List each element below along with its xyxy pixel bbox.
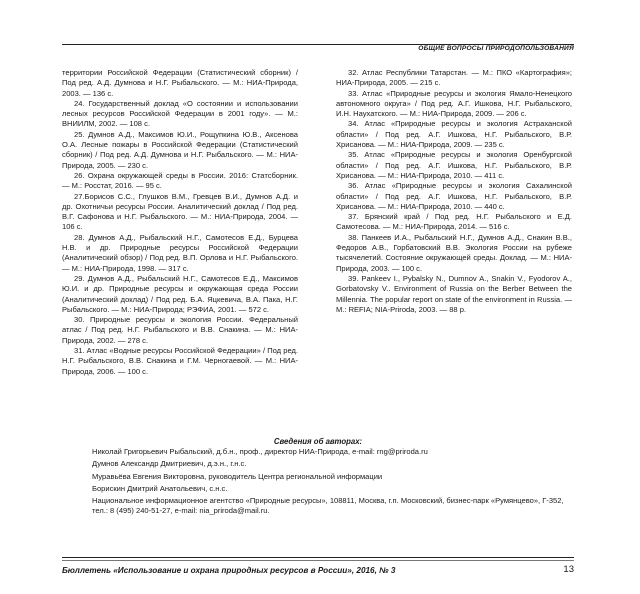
authors-block <box>92 447 572 519</box>
author-line: Николай Григорьевич Рыбальский, д.б.н., проф., директор НИА-Природа, e-mail: rng@priroda.ru <box>92 447 428 456</box>
reference-item: 29. Думнов А.Д., Рыбальский Н.Г., Самотесов Е.Д., Максимов Ю.И. и др. Природные ресурсы и окружающая среда России (Аналитический доклад) / Под ред. Б.А. Яцкевича, В.А. Пака, Н.Г. Рыбальского. — М.: НИА-Природа; РЭФИА, 2001. — 572 с. <box>62 273 298 314</box>
reference-item: 24. Государственный доклад «О состоянии и использовании лесных ресурсов Российской Федерации в 2001 году». — М.: ВНИИЛМ, 2002. — 108 с. <box>62 98 298 129</box>
footer-rule <box>62 557 574 558</box>
reference-item: 31. Атлас «Водные ресурсы Российской Федерации» / Под ред. Н.Г. Рыбальского, В.В. Снакина и Г.М. Черногаевой. — М.: НИА-Природа, 2006. — 100 с. <box>62 346 298 376</box>
reference-item: 30. Природные ресурсы и экология России. Федеральный атлас / Под ред. Н.Г. Рыбальского и В.В. Снакина. — М.: НИА-Природа, 2002. — 278 с. <box>62 315 298 345</box>
footer-rule-thin <box>62 560 574 561</box>
reference-item: 27.Борисов С.С., Глушков В.М., Гревцев В.И., Думнов А.Д. и др. Охотничьи ресурсы России. Аналитический доклад / Под ред. В.Г. Сафонова и Н.Г. Рыбальского. — М.: НИА-Природа, 2004. — 106 с. <box>62 191 298 232</box>
reference-item: 28. Думнов А.Д., Рыбальский Н.Г., Самотесов Е.Д., Бурцева Н.В. и др. Природные ресурсы Российской Федерации (Аналитический обзор) / Под ред. В.П. Орлова и Н.Г. Рыбальского. — М.: НИА-Природа, 1998. — 317 с. <box>62 232 298 273</box>
reference-item: 25. Думнов А.Д., Максимов Ю.И., Рощупкина Ю.В., Аксенова О.А. Лесные пожары в Российской Федерации (Статистический сборник) / Под ред. А.Д. Думнова и Н.Г. Рыбальского. — М.: НИА-Природа, 2005. — 230 с. <box>62 129 298 170</box>
reference-item: 38. Панкеев И.А., Рыбальский Н.Г., Думнов А.Д., Снакин В.В., Федоров А.В., Горбатовский В.В. Экология России на рубеже тысячелетий. Состояние окружающей среды. Доклад. — М.: НИА-Природа, 2003. — 100 с. <box>336 232 572 273</box>
reference-item: 37. Брянский край / Под ред. Н.Г. Рыбальского и Е.Д. Самотесова. — М.: НИА-Природа, 2014. — 516 с. <box>336 212 572 232</box>
author-line: Думнов Александр Дмитриевич, д.э.н., г.н.с. <box>92 459 247 469</box>
author-line: Борискин Дмитрий Анатольевич, с.н.с. <box>92 483 228 493</box>
journal-footer: Бюллетень «Использование и охрана природных ресурсов в России», 2016, № 3 <box>62 566 396 575</box>
authors-title: Сведения об авторах: <box>273 437 363 446</box>
reference-item: 26. Охрана окружающей среды в России. 2016: Статсборник. — М.: Росстат, 2016. — 95 с. <box>62 170 298 191</box>
reference-item: 35. Атлас «Природные ресурсы и экология Оренбургской области» / Под ред. А.Г. Ишкова, Н.Г. Рыбальского, В.Р. Хрисанова. — М.: НИА-Природа, 2010. — 411 с. <box>336 150 572 180</box>
references-left-column <box>62 68 298 377</box>
reference-item: 32. Атлас Республики Татарстан. — М.: ПКО «Картография»; НИА-Природа, 2005. — 215 с. <box>336 68 572 88</box>
reference-item: 39. Pankeev I., Pybalsky N., Dumnov A., Snakin V., Fyodorov A., Gorbatovsky V.. Environment of Russia on the Berber Between the Millennia. The popular report on state of the environment in Russia. — M.: REFIA; NIA-Priroda, 2003. — 88 p. <box>336 273 572 314</box>
reference-item: 36. Атлас «Природные ресурсы и экология Сахалинской области» / Под ред. А.Г. Ишкова, Н.Г. Рыбальского, В.Р. Хрисанова. — М.: НИА-Природа, 2010. — 440 с. <box>336 181 572 211</box>
page-number: 13 <box>563 564 574 575</box>
author-line: Муравьёва Евгения Викторовна, руководитель Центра региональной информации <box>92 471 383 481</box>
references-right-column <box>336 68 572 315</box>
reference-item: 34. Атлас «Природные ресурсы и экология Астраханской области» / Под ред. А.Г. Ишкова, Н.Г. Рыбальского, В.Р. Хрисанова. — М.: НИА-Природа, 2009. — 235 с. <box>336 119 572 150</box>
reference-item: 33. Атлас «Природные ресурсы и экология Ямало-Ненецкого автономного округа» / Под ред. А.Г. Ишкова, Н.Г. Рыбальского, И.Н. Наухатского. — М.: НИА-Природа, 2009. — 206 с. <box>336 88 572 119</box>
running-head: ОБЩИЕ ВОПРОСЫ ПРИРОДОПОЛЬЗОВАНИЯ <box>418 45 574 52</box>
reference-item: территории Российской Федерации (Статистический сборник) / Под ред. А.Д. Думнова и Н.Г. Рыбальского. — М.: НИА-Природа, 2003. — 136 с. <box>62 68 298 98</box>
author-line: Национальное информационное агентство «Природные ресурсы», 108811, Москва, г.п. Московский, бизнес-парк «Румянцево», Г-352, тел.: 8 (495) 240-51-27, e-mail: nia_priroda@mail.ru. <box>92 496 564 516</box>
